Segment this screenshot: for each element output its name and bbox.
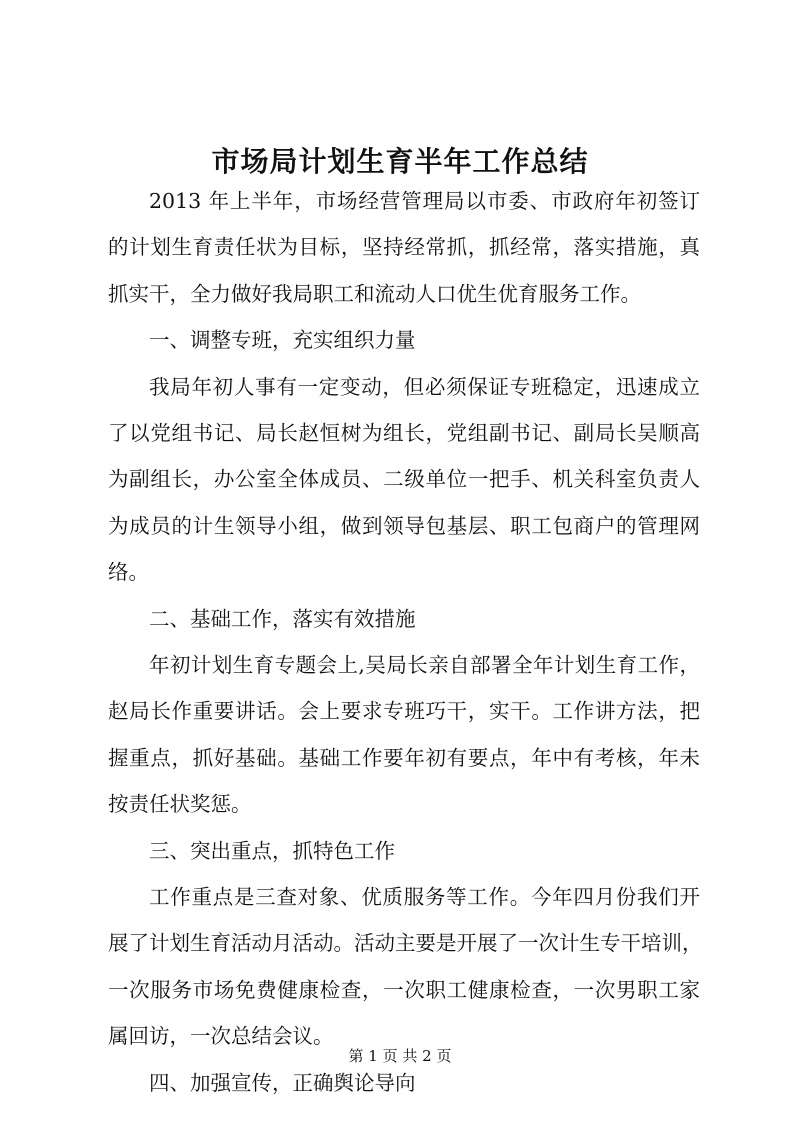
paragraph-line: 我局年初人事有一定变动，但必须保证专班稳定，迅速成立 bbox=[149, 374, 700, 399]
paragraph-line: 络。 bbox=[108, 560, 149, 585]
paragraph-line: 一次服务市场免费健康检查，一次职工健康检查，一次男职工家 bbox=[108, 977, 700, 1002]
section-heading: 二、基础工作，落实有效措施 bbox=[149, 606, 416, 631]
paragraph-line: 展了计划生育活动月活动。活动主要是开展了一次计生专干培训， bbox=[108, 931, 703, 956]
paragraph-line: 属回访，一次总结会议。 bbox=[108, 1024, 334, 1049]
paragraph-line: 了以党组书记、局长赵恒树为组长，党组副书记、副局长吴顺高 bbox=[108, 421, 700, 445]
section-heading: 三、突出重点，抓特色工作 bbox=[149, 838, 395, 863]
paragraph-line: 赵局长作重要讲话。会上要求专班巧干，实干。工作讲方法，把 bbox=[108, 699, 700, 724]
paragraph-line: 工作重点是三查对象、优质服务等工作。今年四月份我们开 bbox=[149, 885, 700, 909]
page-title: 市场局计划生育半年工作总结 bbox=[211, 145, 589, 178]
paragraph-line: 年初计划生育专题会上,吴局长亲自部署全年计划生育工作， bbox=[149, 653, 700, 677]
section-heading: 一、调整专班，充实组织力量 bbox=[149, 328, 416, 353]
paragraph-line: 的计划生育责任状为目标，坚持经常抓，抓经常，落实措施，真 bbox=[108, 235, 700, 260]
paragraph-line: 为成员的计生领导小组，做到领导包基层、职工包商户的管理网 bbox=[108, 513, 700, 538]
section-heading: 四、加强宣传，正确舆论导向 bbox=[149, 1070, 416, 1095]
paragraph-line: 抓实干，全力做好我局职工和流动人口优生优育服务工作。 bbox=[108, 281, 641, 306]
paragraph-line: 握重点，抓好基础。基础工作要年初有要点，年中有考核，年未 bbox=[108, 745, 700, 770]
paragraph-line: 按责任状奖惩。 bbox=[108, 792, 252, 817]
paragraph-line: 2013 年上半年，市场经营管理局以市委、市政府年初签订 bbox=[149, 189, 700, 213]
paragraph-line: 为副组长，办公室全体成员、二级单位一把手、机关科室负责人 bbox=[108, 467, 700, 492]
page-footer: 第 1 页 共 2 页 bbox=[348, 1047, 452, 1065]
